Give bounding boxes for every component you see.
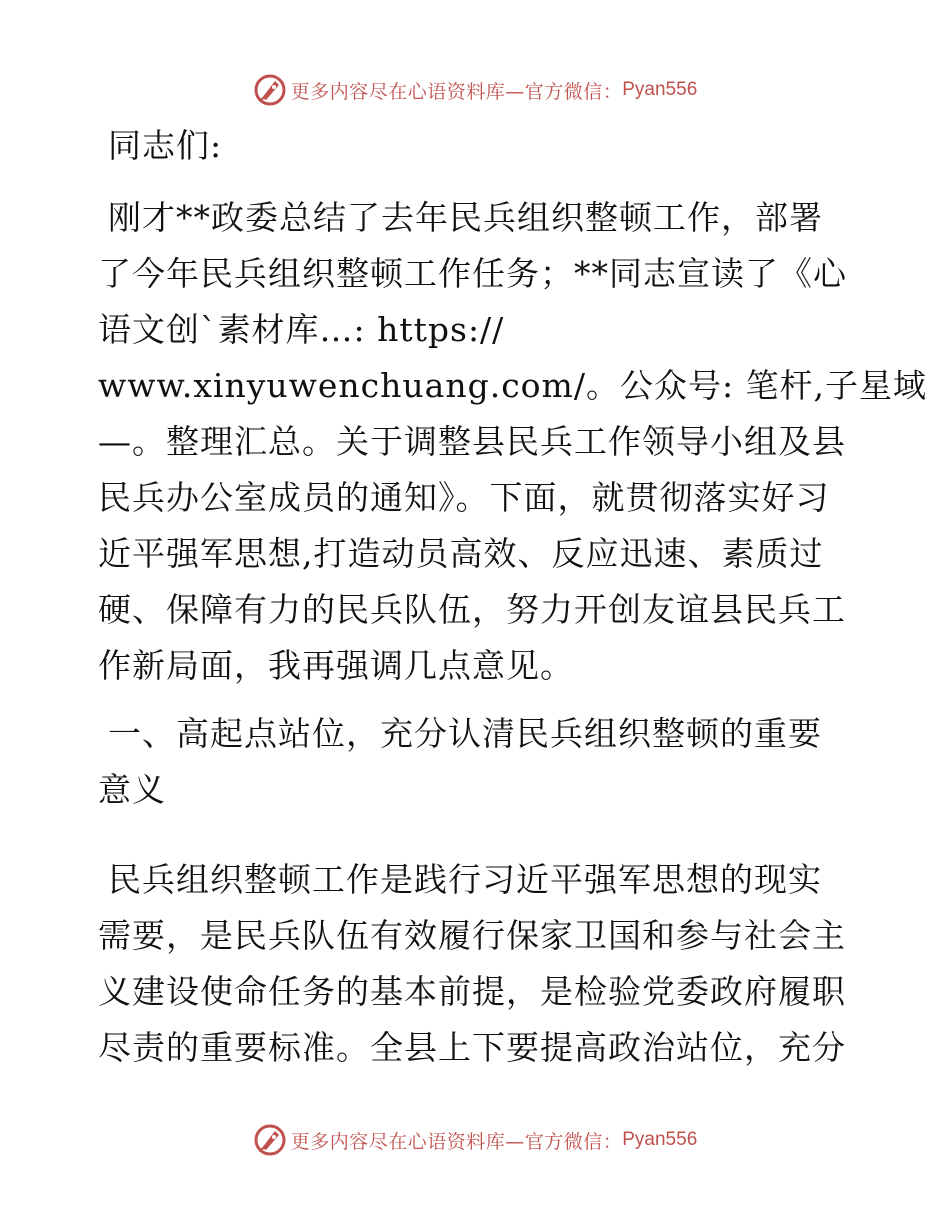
heading-line: 意义 bbox=[98, 770, 166, 809]
watermark-wechat-id: Pyan556 bbox=[622, 79, 698, 100]
section-heading-1 bbox=[98, 706, 858, 818]
pen-nib-logo-icon bbox=[253, 73, 287, 107]
pen-nib-logo-icon bbox=[253, 1123, 287, 1157]
watermark-text: 更多内容尽在心语资料库—官方微信： bbox=[290, 1130, 623, 1153]
paragraph-line: 需要，是民兵队伍有效履行保家卫国和参与社会主 bbox=[98, 916, 846, 955]
paragraph-line: 了今年民兵组织整顿工作任务；**同志宣读了《心 bbox=[98, 254, 847, 293]
paragraph-line: 刚才**政委总结了去年民兵组织整顿工作，部署 bbox=[108, 198, 823, 237]
salutation bbox=[98, 118, 858, 174]
footer-watermark bbox=[0, 1120, 950, 1160]
paragraph-line: www.xinyuwenchuang.com/。公众号: 笔杆,子星域 bbox=[98, 366, 928, 405]
paragraph-line: 民兵办公室成员的通知》。下面，就贯彻落实好习 bbox=[98, 478, 830, 517]
salutation-text: 同志们: bbox=[108, 126, 223, 165]
paragraph-line: 尽责的重要标准。全县上下要提高政治站位，充分 bbox=[98, 1028, 846, 1067]
paragraph-2 bbox=[98, 852, 858, 1076]
paragraph-line: —。整理汇总。关于调整县民兵工作领导小组及县 bbox=[98, 422, 846, 461]
header-watermark bbox=[0, 70, 950, 110]
paragraph-line: 近平强军思想,打造动员高效、反应迅速、素质过 bbox=[98, 534, 824, 573]
paragraph-1 bbox=[98, 190, 928, 694]
paragraph-line: 民兵组织整顿工作是践行习近平强军思想的现实 bbox=[108, 860, 822, 899]
paragraph-line: 语文创`素材库…: https:// bbox=[98, 310, 505, 349]
heading-line: 一、高起点站位，充分认清民兵组织整顿的重要 bbox=[108, 714, 822, 753]
paragraph-line: 义建设使命任务的基本前提，是检验党委政府履职 bbox=[98, 972, 846, 1011]
watermark-text: 更多内容尽在心语资料库—官方微信： bbox=[290, 80, 623, 103]
paragraph-line: 硬、保障有力的民兵队伍，努力开创友谊县民兵工 bbox=[98, 590, 846, 629]
watermark-wechat-id: Pyan556 bbox=[622, 1129, 698, 1150]
paragraph-line: 作新局面，我再强调几点意见。 bbox=[98, 646, 574, 685]
